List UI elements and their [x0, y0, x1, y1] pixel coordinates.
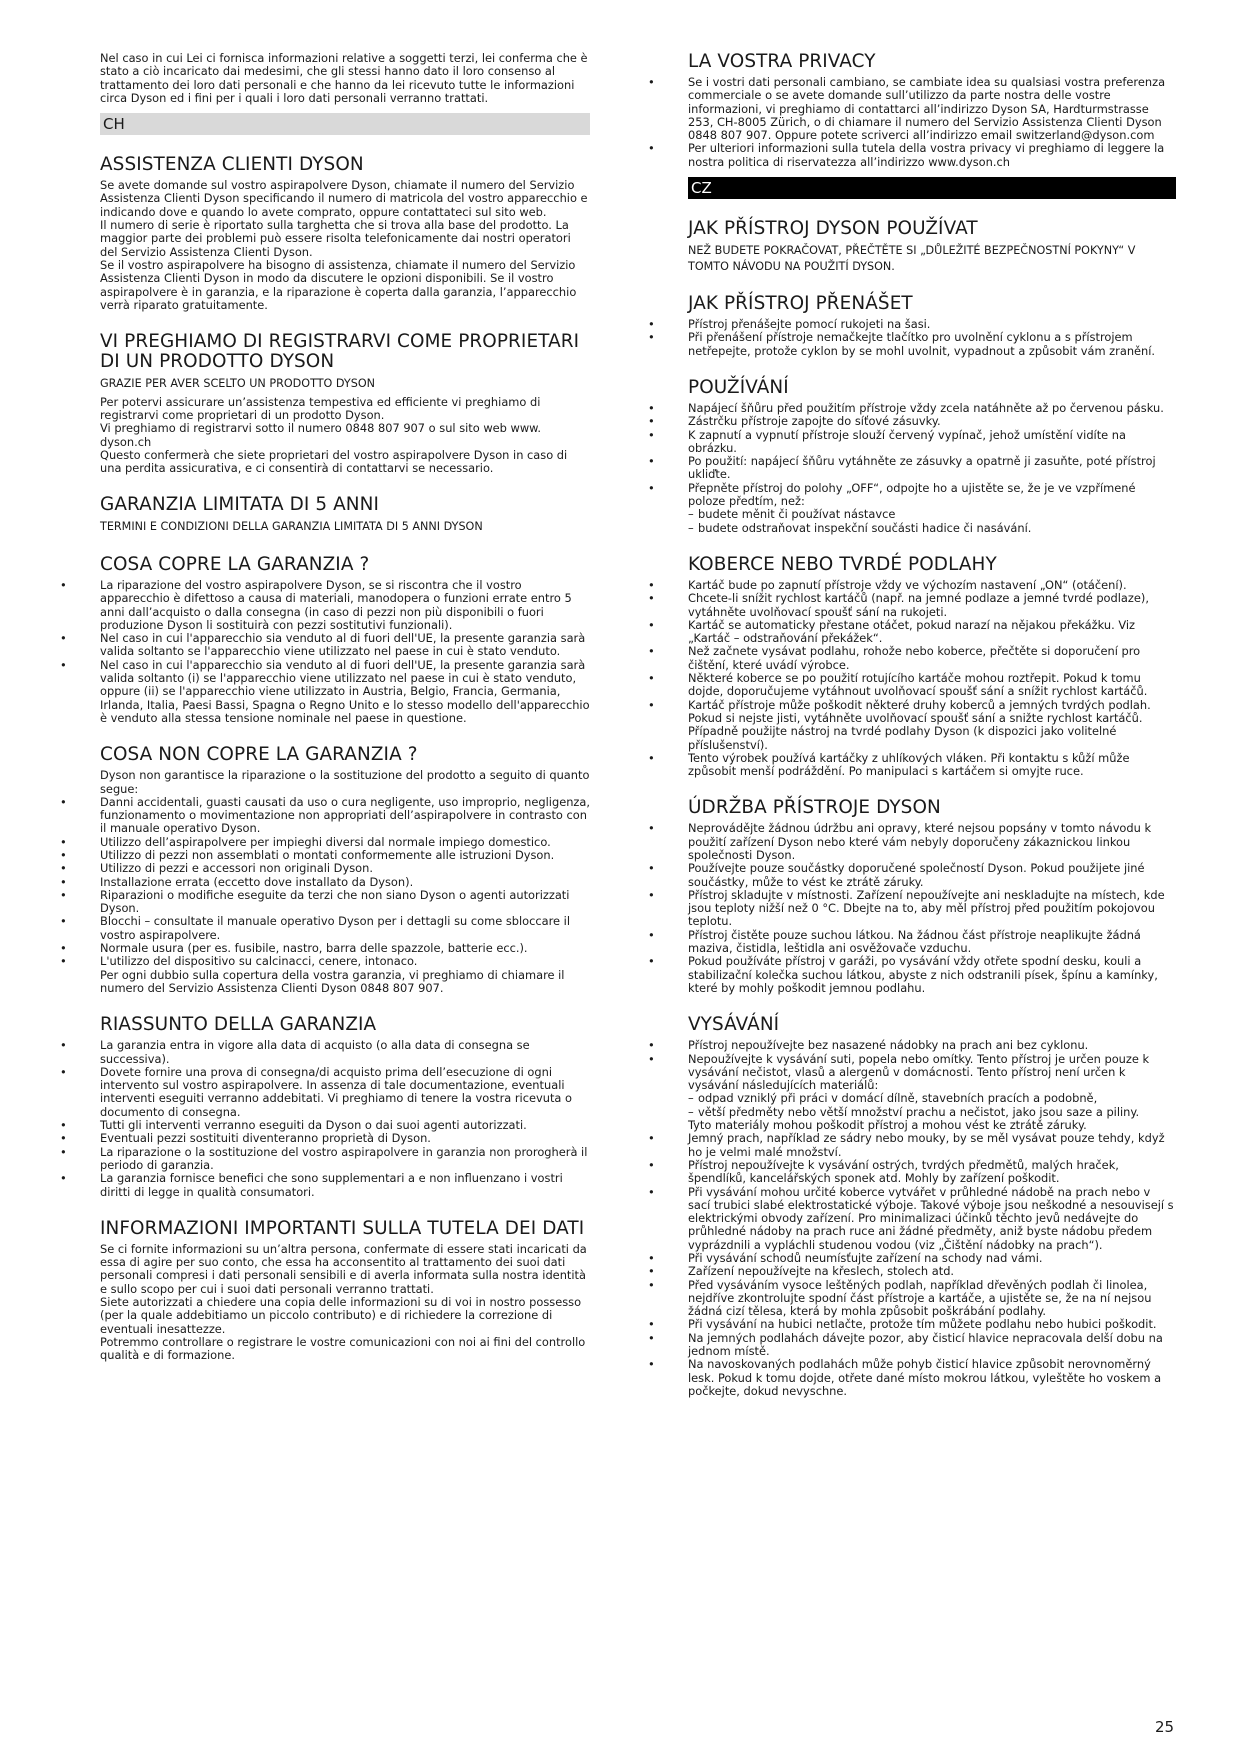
not-covered-intro: Dyson non garantisce la riparazione o la sostituzione del prodotto a seguito di quanto segue: [100, 768, 590, 796]
privacy-list [688, 76, 1176, 169]
covered-heading: COSA COPRE LA GARANZIA ? [100, 553, 370, 575]
support-paragraph: Se avete domande sul vostro aspirapolvere Dyson, chiamate il numero del Servizio Assistenza Clienti Dyson specificando il numero di matricola del vostro apparecchio e indicando dove e quando lo avete comprato, oppure contattateci sul sito web. [100, 178, 588, 219]
summary-list [100, 1039, 590, 1199]
country-bar-ch: CH [100, 113, 590, 135]
list-item: • Eventuali pezzi sostituiti diventeranno proprietà di Dyson. [100, 1132, 590, 1145]
not-covered-outro: Per ogni dubbio sulla copertura della vostra garanzia, vi preghiamo di chiamare il numero del Servizio Assistenza Clienti Dyson 0848 807 907. [100, 967, 565, 995]
register-paragraph: Questo confermerà che siete proprietari del vostro aspirapolvere Dyson in caso di una perdita assicurativa, e ci consentirà di contattarvi se necessario. [100, 447, 568, 476]
sub-list-item: – budete odstraňovat inspekční součásti hadice či nasávání. [688, 522, 1176, 535]
list-item: • Dovete fornire una prova di consegna/di acquisto prima dell’esecuzione di ogni intervento sul vostro aspirapolvere. In assenza di tale documentazione, eventuali interventi eseguiti verranno addebitati. Vi preghiamo di tenere la vostra ricevuta o documento di consegna. [100, 1066, 590, 1119]
register-heading: VI PREGHIAMO DI REGISTRARVI COME PROPRIETARI DI UN PRODOTTO DYSON [100, 331, 580, 373]
list-item: • Při přenášení přístroje nemačkejte tlačítko pro uvolnění cyklonu a s přístrojem netřepejte, protože cyklon by se mohl uvolnit, vypadnout a způsobit vám zranění. [688, 331, 1176, 358]
list-item: • Používejte pouze součástky doporučené společností Dyson. Pokud použijete jiné součástky, může to vést ke ztrátě záruky. [688, 862, 1176, 889]
data-protection-paragraph: Potremmo controllare o registrare le vostre comunicazioni con noi ai fini del controllo qualità e di formazione. [100, 1334, 586, 1363]
right-column [688, 52, 1176, 1398]
list-item: • Tento výrobek používá kartáčky z uhlíkových vláken. Při kontaktu s kůží může způsobit menší podráždění. Po manipulaci s kartáčem si omyjte ruce. [688, 752, 1176, 779]
list-item: • Na jemných podlahách dávejte pozor, aby čisticí hlavice nepracovala delší dobu na jednom místě. [688, 1332, 1176, 1359]
usage-heading: POUŽÍVÁNÍ [688, 376, 789, 398]
support-paragraph: Il numero di serie è riportato sulla targhetta che si trova alla base del prodotto. La maggior parte dei problemi può essere risolta telefonicamente dai nostri operatori del Servizio Assistenza Clienti Dyson. [100, 218, 571, 259]
list-item: • L'utilizzo del dispositivo su calcinacci, cenere, intonaco. [100, 955, 590, 968]
usage-list [688, 402, 1176, 508]
register-paragraph: Vi preghiamo di registrarvi sotto il numero 0848 807 907 o sul sito web www. dyson.ch [100, 421, 542, 449]
list-item: • Při vysávání na hubici netlačte, protože tím můžete podlahu nebo hubici poškodit. [688, 1318, 1176, 1331]
list-item: • Blocchi – consultate il manuale operativo Dyson per i dettagli su come sbloccare il vostro aspirapolvere. [100, 915, 590, 942]
list-item: • Kartáč přístroje může poškodit některé druhy koberců a jemných tvrdých podlah. Pokud si nejste jisti, vytáhněte uvolňovací spoušť sání a snižte rychlost kartáčů. Případně použijte nástroj na tvrdé podlahy Dyson (k dispozici jako volitelné příslušenství). [688, 699, 1176, 752]
not-covered-heading: COSA NON COPRE LA GARANZIA ? [100, 744, 418, 766]
list-item: • Při vysávání mohou určité koberce vytvářet v průhledné nádobě na prach nebo v sací trubici slabé elektrostatické výboje. Takové výboje jsou neškodné a nesouvisejí s elektrickými obvody zařízení. Pro minimalizaci účinků těchto jevů nedávejte do průhledné nádoby na prach ruce ani žádné předměty, aniž byste nádobu předem vyprázdnili a vypláchli studenou vodou (viz „Čištění nádobky na prach“). [688, 1186, 1176, 1252]
register-paragraph: Per potervi assicurare un’assistenza tempestiva ed efficiente vi preghiamo di registrarvi come proprietari di un prodotto Dyson. [100, 394, 541, 422]
summary-heading: RIASSUNTO DELLA GARANZIA [100, 1014, 377, 1036]
privacy-heading: LA VOSTRA PRIVACY [688, 51, 876, 72]
list-item: • Pokud používáte přístroj v garáži, po vysávání vždy otřete spodní desku, kouli a stabilizační kolečka suchou látkou, abyste z nich odstranili písek, špínu a kamínky, které by mohly poškodit jemnou podlahu. [688, 955, 1176, 995]
list-item: • Utilizzo di pezzi non assemblati o montati conformemente alle istruzioni Dyson. [100, 849, 590, 862]
list-item: • La riparazione del vostro aspirapolvere Dyson, se si riscontra che il vostro apparecchio è difettoso a causa di materiali, manodopera o funzioni errate entro 5 anni dall’acquisto o dalla consegna (in caso di pezzi non più disponibili o fuori produzione Dyson li sostituirà con pezzi sostitutivi funzionali). [100, 579, 590, 632]
list-item: • Installazione errata (eccetto dove installato da Dyson). [100, 876, 590, 889]
list-item: • Nel caso in cui l'apparecchio sia venduto al di fuori dell'UE, la presente garanzia sarà valida soltanto (i) se l'apparecchio viene utilizzato nel paese in cui è stato venduto, oppure (ii) se l'apparecchio viene utilizzato in Austria, Belgio, Francia, Germania, Irlanda, Italia, Paesi Bassi, Spagna o Regno Unito e lo stesso modello dell'apparecchio è venduto alla stessa tensione nominale nel paese in questione. [100, 659, 590, 725]
list-item: • Utilizzo dell’aspirapolvere per impieghi diversi dal normale impiego domestico. [100, 836, 590, 849]
list-item: • Se i vostri dati personali cambiano, se cambiate idea su qualsiasi vostra preferenza commerciale o se avete domande sull’utilizzo da parte nostra delle vostre informazioni, vi preghiamo di contattarci all’indirizzo Dyson SA, Hardturmstrasse 253, CH-8005 Zürich, o di chiamare il numero del Servizio Assistenza Clienti Dyson 0848 807 907. Oppure potete scriverci all’indirizzo email switzerland@dyson.com [688, 76, 1176, 142]
list-item: • Přepněte přístroj do polohy „OFF“, odpojte ho a ujistěte se, že je ve vzpřímené poloze předtím, než: [688, 482, 1176, 509]
maintenance-list [688, 822, 1176, 995]
list-item: • Přístroj čistěte pouze suchou látkou. Na žádnou část přístroje neaplikujte žádná maziva, čistidla, leštidla ani osvěžovače vzduchu. [688, 929, 1176, 956]
list-item: • Tutti gli interventi verranno eseguiti da Dyson o dai suoi agenti autorizzati. [100, 1119, 590, 1132]
warranty-subheading: TERMINI E CONDIZIONI DELLA GARANZIA LIMITATA DI 5 ANNI DYSON [100, 520, 483, 534]
covered-list [100, 579, 590, 725]
intro-paragraph: Nel caso in cui Lei ci fornisca informazioni relative a soggetti terzi, lei conferma che è stato a ciò incaricato dai medesimi, che gli stessi hanno dato il loro consenso al trattamento dei loro dati personali e che hanno da lei ricevuto tutte le informazioni circa Dyson ed i fini per i quali i loro dati personali verranno trattati. [100, 51, 588, 105]
list-item: • Přístroj skladujte v místnosti. Zařízení nepoužívejte ani neskladujte na místech, kde jsou teploty nižší než 0 °C. Dbejte na to, aby měl přístroj před použitím pokojovou teplotu. [688, 889, 1176, 929]
list-item: • Než začnete vysávat podlahu, rohože nebo koberce, přečtěte si doporučení pro čištění, které uvádí výrobce. [688, 645, 1176, 672]
list-item: • Zařízení nepoužívejte na křeslech, stolech atd. [688, 1265, 1176, 1278]
data-protection-paragraph: Siete autorizzati a chiedere una copia delle informazioni su di voi in nostro possesso (per la quale addebitiamo un piccolo contributo) e di richiedere la correzione di eventuali inesattezze. [100, 1295, 582, 1336]
data-protection-heading: INFORMAZIONI IMPORTANTI SULLA TUTELA DEI DATI [100, 1217, 585, 1239]
list-item: • La garanzia entra in vigore alla data di acquisto (o alla data di consegna se successiva). [100, 1039, 590, 1066]
floors-heading: KOBERCE NEBO TVRDÉ PODLAHY [688, 553, 997, 575]
register-subheading: GRAZIE PER AVER SCELTO UN PRODOTTO DYSON [100, 377, 376, 391]
list-item: • Nel caso in cui l'apparecchio sia venduto al di fuori dell'UE, la presente garanzia sarà valida soltanto se l'apparecchio viene utilizzato nel paese in cui è stato venduto. [100, 632, 590, 659]
sub-list-item: – budete měnit či používat nástavce [688, 508, 1176, 521]
list-item: • Jemný prach, například ze sádry nebo mouky, by se měl vysávat pouze tehdy, když ho je velmi malé množství. [688, 1132, 1176, 1159]
support-paragraph: Se il vostro aspirapolvere ha bisogno di assistenza, chiamate il numero del Servizio Assistenza Clienti Dyson in modo da discutere le opzioni disponibili. Se il vostro aspirapolvere è in garanzia, e la riparazione è coperta dalla garanzia, l’apparecchio verrà riparato gratuitamente. [100, 257, 577, 312]
list-item: • Přístroj nepoužívejte k vysávání ostrých, tvrdých předmětů, malých hraček, špendlíků, kancelářských sponek atd. Mohly by zařízení poškodit. [688, 1159, 1176, 1186]
list-item: • Přístroj nepoužívejte bez nasazené nádobky na prach ani bez cyklonu. [688, 1039, 1176, 1052]
warranty-heading: GARANZIA LIMITATA DI 5 ANNI [100, 494, 379, 516]
sub-list-item: – odpad vzniklý při práci v domácí dílně, stavebních pracích a podobně, [688, 1092, 1176, 1105]
list-item-text: Tyto materiály mohou poškodit přístroj a mohou vést ke ztrátě záruky. [688, 1118, 1087, 1133]
list-item: • Přístroj přenášejte pomocí rukojeti na šasi. [688, 318, 1176, 331]
usage-sublist [688, 508, 1176, 535]
floors-list [688, 579, 1176, 778]
vacuuming-sublist [688, 1092, 1176, 1119]
data-protection-paragraph: Se ci fornite informazioni su un’altra persona, confermate di essere stati incaricati da essa di agire per suo conto, che essa ha acconsentito al trattamento dei suoi dati personali compresi i dati personali sensibili e di averla informata sulla nostra identità e sullo scopo per cui i suoi dati personali verranno trattati. [100, 1241, 587, 1296]
list-item: • Po použití: napájecí šňůru vytáhněte ze zásuvky a opatrně ji zasuňte, poté přístroj ukliďte. [688, 455, 1176, 482]
how-to-use-heading: JAK PŘÍSTROJ DYSON POUŽÍVAT [688, 218, 978, 240]
list-item: • La garanzia fornisce benefici che sono supplementari a e non influenzano i vostri diritti di legge in qualità consumatori. [100, 1172, 590, 1199]
list-item: • Normale usura (per es. fusibile, nastro, barra delle spazzole, batterie ecc.). [100, 942, 590, 955]
carry-list [688, 318, 1176, 358]
list-item: • Při vysávání schodů neumísťujte zařízení na schody nad vámi. [688, 1252, 1176, 1265]
list-item: • Riparazioni o modifiche eseguite da terzi che non siano Dyson o agenti autorizzati Dyson. [100, 889, 590, 916]
list-item: • Napájecí šňůru před použitím přístroje vždy zcela natáhněte až po červenou pásku. [688, 402, 1176, 415]
list-item: • Danni accidentali, guasti causati da uso o cura negligente, uso improprio, negligenza, funzionamento o movimentazione non appropriati dell’aspirapolvere in contrasto con il manuale operativo Dyson. [100, 796, 590, 836]
list-item: • Utilizzo di pezzi e accessori non originali Dyson. [100, 862, 590, 875]
sub-list-item: – větší předměty nebo větší množství prachu a nečistot, jako jsou saze a piliny. [688, 1106, 1176, 1119]
list-item: • Kartáč se automaticky přestane otáčet, pokud narazí na nějakou překážku. Viz „Kartáč – odstraňování překážek“. [688, 619, 1176, 646]
page-number: 25 [1155, 1718, 1175, 1736]
list-item: • Zástrčku přístroje zapojte do síťové zásuvky. [688, 415, 1176, 428]
carry-heading: JAK PŘÍSTROJ PŘENÁŠET [688, 293, 913, 315]
left-column [100, 52, 590, 1362]
not-covered-list [100, 796, 590, 969]
list-item [688, 1053, 1176, 1133]
list-item: • Chcete-li snížit rychlost kartáčů (např. na jemné podlaze a jemné tvrdé podlaze), vytáhněte uvolňovací spoušť sání na rukojeti. [688, 592, 1176, 619]
country-bar-cz: CZ [688, 177, 1176, 199]
maintenance-heading: ÚDRŽBA PŘÍSTROJE DYSON [688, 797, 941, 819]
how-to-use-subheading: NEŽ BUDETE POKRAČOVAT, PŘEČTĚTE SI „DŮLEŽITÉ BEZPEČNOSTNÍ POKYNY“ V TOMTO NÁVODU NA POUŽITÍ DYSON. [688, 244, 1136, 273]
list-item: • Kartáč bude po zapnutí přístroje vždy ve výchozím nastavení „ON“ (otáčení). [688, 579, 1176, 592]
support-heading: ASSISTENZA CLIENTI DYSON [100, 154, 364, 176]
vacuuming-list [688, 1039, 1176, 1398]
list-item: • K zapnutí a vypnutí přístroje slouží červený vypínač, jehož umístění vidíte na obrázku. [688, 429, 1176, 456]
list-item-text: Nepoužívejte k vysávání suti, popela nebo omítky. Tento přístroj je určen pouze k vysávání nečistot, vlasů a alergenů v domácnosti. Tento přístroj není určen k vysávání následujících materiálů: [688, 1051, 1150, 1093]
list-item: • Per ulteriori informazioni sulla tutela della vostra privacy vi preghiamo di leggere la nostra politica di riservatezza all’indirizzo www.dyson.ch [688, 142, 1176, 169]
list-item: • Některé koberce se po použití rotujícího kartáče mohou roztřepit. Pokud k tomu dojde, doporučujeme vytáhnout uvolňovací spoušť sání a snížit rychlost kartáčů. [688, 672, 1176, 699]
list-item: • Na navoskovaných podlahách může pohyb čisticí hlavice způsobit nerovnoměrný lesk. Pokud k tomu dojde, otřete dané místo mokrou látkou, vyleštěte ho voskem a počkejte, dokud nevyschne. [688, 1358, 1176, 1398]
list-item: • Před vysáváním vysoce leštěných podlah, například dřevěných podlah či linolea, nejdříve zkontrolujte spodní část přístroje a kartáče, a ujistěte se, že na ní nejsou žádná cizí tělesa, která by mohla způsobit poškrábání podlahy. [688, 1279, 1176, 1319]
vacuuming-heading: VYSÁVÁNÍ [688, 1014, 780, 1036]
list-item: • Neprovádějte žádnou údržbu ani opravy, které nejsou popsány v tomto návodu k použití zařízení Dyson nebo které vám nebyly doporučeny zákaznickou linkou společnosti Dyson. [688, 822, 1176, 862]
list-item: • La riparazione o la sostituzione del vostro aspirapolvere in garanzia non prorogherà il periodo di garanzia. [100, 1146, 590, 1173]
